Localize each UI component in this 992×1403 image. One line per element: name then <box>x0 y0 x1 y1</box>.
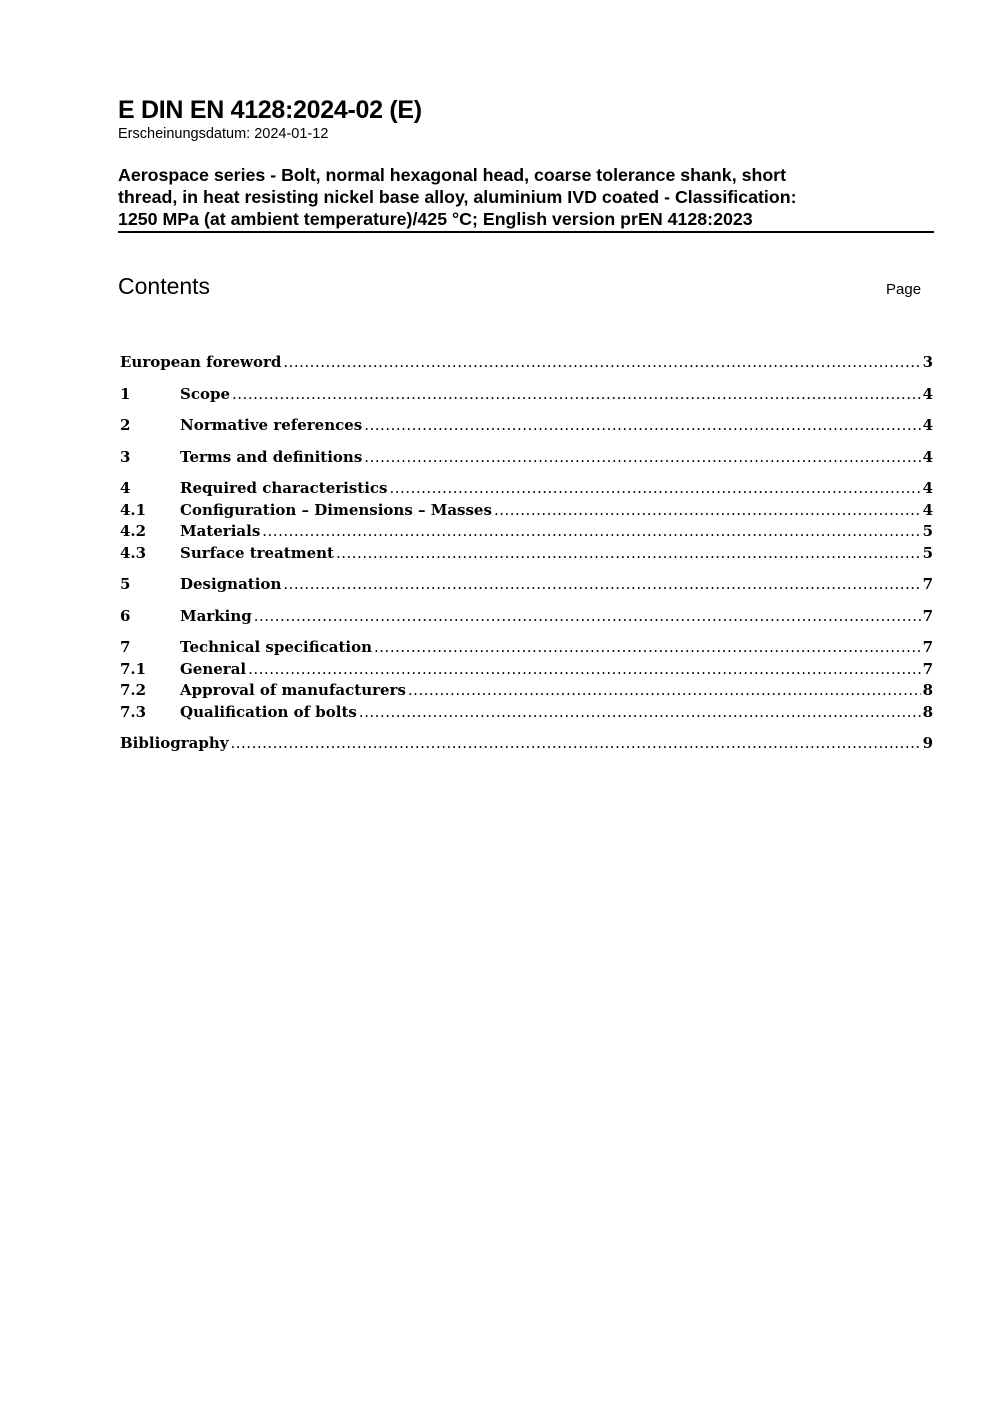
title-line: thread, in heat resisting nickel base alloy, aluminium IVD coated - Classification: <box>118 187 797 207</box>
dot-leader <box>364 447 920 469</box>
toc-entry-page: 5 <box>922 522 933 540</box>
toc-entry-label: Technical specification <box>180 638 373 656</box>
title-line: 1250 MPa (at ambient temperature)/425 °C; English version prEN 4128:2023 <box>118 209 753 229</box>
toc-entry[interactable] <box>120 606 933 628</box>
toc-entry-page: 9 <box>922 734 933 752</box>
toc-entry[interactable] <box>120 500 933 522</box>
toc-entry-label: European foreword <box>120 353 282 371</box>
toc-entry-number: 4.3 <box>120 543 147 562</box>
toc-entry[interactable] <box>120 680 933 702</box>
dot-leader <box>364 415 920 437</box>
toc-entry-page: 4 <box>922 416 933 434</box>
page-column-label: Page <box>886 281 922 298</box>
toc-entry-number: 7.1 <box>120 659 147 678</box>
toc-entry[interactable] <box>120 733 933 755</box>
toc-entry-number: 4 <box>120 479 131 497</box>
toc-entry-label: Qualification of bolts <box>180 702 357 721</box>
toc-entry[interactable] <box>120 447 933 469</box>
toc-entry-page: 3 <box>922 353 933 371</box>
toc-entry-number: 7.3 <box>120 702 147 721</box>
toc-entry-label: Scope <box>180 384 231 403</box>
toc-entry-number: 3 <box>120 447 131 466</box>
dot-leader <box>262 521 920 543</box>
toc-entry-page: 8 <box>922 681 933 699</box>
toc-entry-number: 6 <box>120 606 131 625</box>
toc-entry[interactable] <box>120 415 933 437</box>
toc-entry-label: Required characteristics <box>180 479 388 497</box>
document-id: E DIN EN 4128:2024-02 (E) <box>118 96 422 124</box>
dot-leader <box>254 606 921 628</box>
toc-entry-label: Configuration – Dimensions – Masses <box>180 500 492 519</box>
dot-leader <box>231 733 921 755</box>
dot-leader <box>359 702 921 724</box>
toc-entry[interactable] <box>120 659 933 681</box>
toc-entry-label: Designation <box>180 575 282 593</box>
toc-entry-label: Terms and definitions <box>180 447 363 466</box>
table-of-contents <box>120 352 933 755</box>
toc-entry[interactable] <box>120 352 933 374</box>
toc-entry-page: 7 <box>922 638 933 656</box>
toc-entry-number: 7 <box>120 638 131 656</box>
toc-entry-number: 4.1 <box>120 500 147 519</box>
toc-entry[interactable] <box>120 637 933 659</box>
toc-entry-page: 4 <box>922 479 933 497</box>
toc-entry-label: General <box>180 659 247 678</box>
toc-entry-number: 7.2 <box>120 681 147 699</box>
toc-entry-label: Normative references <box>180 416 363 434</box>
toc-entry-number: 4.2 <box>120 522 147 540</box>
toc-entry[interactable] <box>120 521 933 543</box>
toc-entry[interactable] <box>120 702 933 724</box>
dot-leader <box>374 637 921 659</box>
toc-entry-label: Marking <box>180 606 252 625</box>
toc-entry-label: Materials <box>180 522 261 540</box>
dot-leader <box>408 680 921 702</box>
toc-entry[interactable] <box>120 543 933 565</box>
toc-entry[interactable] <box>120 478 933 500</box>
toc-entry-number: 5 <box>120 575 131 593</box>
document-title <box>118 164 934 233</box>
toc-entry-page: 7 <box>922 606 933 625</box>
toc-entry-label: Bibliography <box>120 734 229 752</box>
toc-entry[interactable] <box>120 574 933 596</box>
contents-heading: Contents <box>118 273 211 299</box>
toc-entry-number: 2 <box>120 416 131 434</box>
dot-leader <box>248 659 920 681</box>
dot-leader <box>232 384 921 406</box>
toc-entry-page: 8 <box>922 702 933 721</box>
toc-entry-page: 4 <box>922 500 933 519</box>
toc-entry-page: 5 <box>922 543 933 562</box>
dot-leader <box>494 500 921 522</box>
toc-entry-page: 4 <box>922 384 933 403</box>
toc-entry-page: 4 <box>922 447 933 466</box>
toc-entry-label: Surface treatment <box>180 543 334 562</box>
publication-date: Erscheinungsdatum: 2024-01-12 <box>118 126 329 142</box>
dot-leader <box>283 352 920 374</box>
dot-leader <box>390 478 921 500</box>
toc-entry-number: 1 <box>120 384 131 403</box>
title-line: Aerospace series - Bolt, normal hexagonal head, coarse tolerance shank, short <box>118 165 787 185</box>
dot-leader <box>283 574 920 596</box>
toc-entry[interactable] <box>120 384 933 406</box>
dot-leader <box>336 543 921 565</box>
toc-entry-label: Approval of manufacturers <box>180 681 406 699</box>
toc-entry-page: 7 <box>922 575 933 593</box>
toc-entry-page: 7 <box>922 659 933 678</box>
